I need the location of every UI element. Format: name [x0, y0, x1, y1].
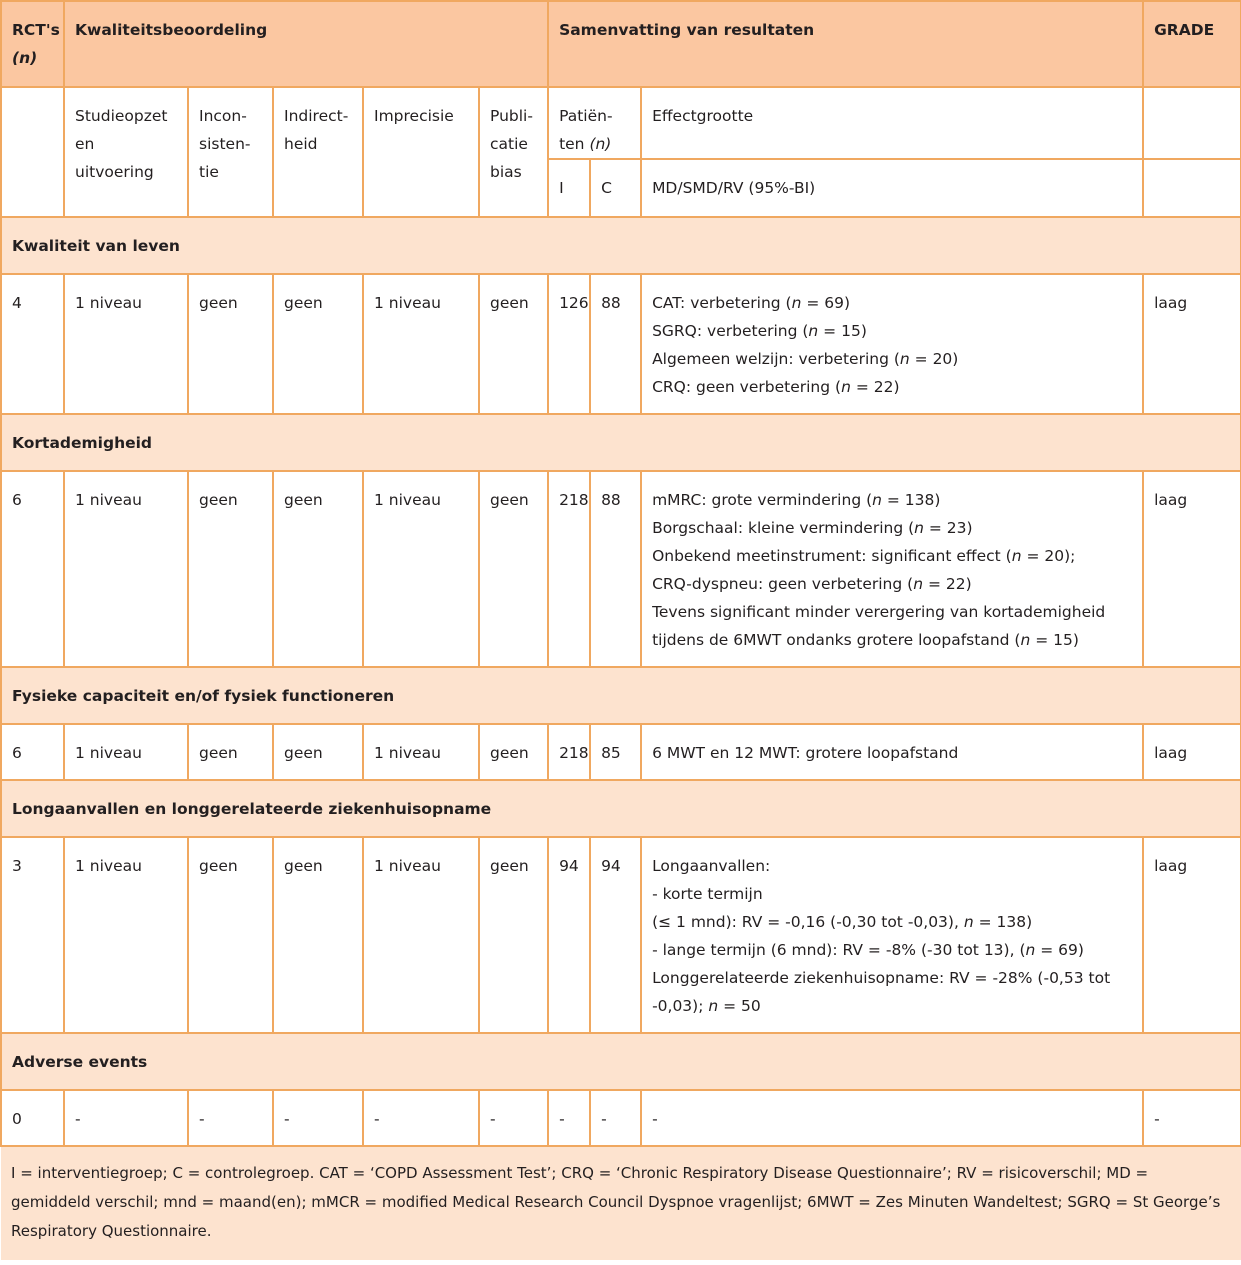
- cell-grade: laag: [1143, 837, 1241, 1033]
- cell-c: 88: [590, 471, 641, 667]
- cell-indirectheid: geen: [273, 724, 363, 780]
- cell-imprecisie: 1 niveau: [363, 837, 479, 1033]
- cell-indirectheid: geen: [273, 837, 363, 1033]
- header-c: C: [590, 159, 641, 217]
- cell-inconsistentie: geen: [188, 471, 273, 667]
- cell-rcts: 3: [1, 837, 64, 1033]
- cell-imprecisie: -: [363, 1090, 479, 1146]
- cell-studieopzet: 1 niveau: [64, 471, 188, 667]
- cell-inconsistentie: geen: [188, 724, 273, 780]
- header-i: I: [548, 159, 590, 217]
- cell-publicatiebias: geen: [479, 837, 548, 1033]
- header-empty-rct: [1, 87, 64, 217]
- cell-c: 94: [590, 837, 641, 1033]
- header-md: MD/SMD/RV (95%-BI): [641, 159, 1143, 217]
- cell-grade: -: [1143, 1090, 1241, 1146]
- cell-imprecisie: 1 niveau: [363, 471, 479, 667]
- header-empty-grade: [1143, 87, 1241, 159]
- section-kwaliteit-van-leven: Kwaliteit van leven: [1, 217, 1241, 274]
- cell-publicatiebias: geen: [479, 724, 548, 780]
- cell-grade: laag: [1143, 724, 1241, 780]
- cell-studieopzet: 1 niveau: [64, 837, 188, 1033]
- cell-i: -: [548, 1090, 590, 1146]
- header-patienten: Patiën- ten (n): [548, 87, 641, 159]
- cell-publicatiebias: -: [479, 1090, 548, 1146]
- header-empty-grade-2: [1143, 159, 1241, 217]
- cell-grade: laag: [1143, 471, 1241, 667]
- cell-studieopzet: 1 niveau: [64, 274, 188, 414]
- cell-rcts: 6: [1, 724, 64, 780]
- section-longaanvallen: Longaanvallen en longgerelateerde ziekenhuisopname: [1, 780, 1241, 837]
- header-inconsistentie: Incon- sisten- tie: [188, 87, 273, 217]
- header-studieopzet: Studieopzet en uitvoering: [64, 87, 188, 217]
- cell-rcts: 4: [1, 274, 64, 414]
- cell-inconsistentie: geen: [188, 274, 273, 414]
- cell-imprecisie: 1 niveau: [363, 274, 479, 414]
- cell-indirectheid: -: [273, 1090, 363, 1146]
- table-footnote: I = interventiegroep; C = controlegroep. CAT = ‘COPD Assessment Test’; CRQ = ‘Chronic Respiratory Disease Questionnaire’; RV = risicoverschil; MD = gemiddeld verschil; mnd = maand(en); mMCR = modified Medical Research Council Dyspnoe vragenlijst; 6MWT = Zes Minuten Wandeltest; SGRQ = St George’s Respiratory Questionnaire.: [1, 1146, 1241, 1260]
- cell-i: 218: [548, 724, 590, 780]
- cell-i: 218: [548, 471, 590, 667]
- table-row: [1, 471, 1241, 667]
- cell-effect: CAT: verbetering (n = 69) SGRQ: verbetering (n = 15) Algemeen welzijn: verbetering (n = 20) CRQ: geen verbetering (n = 22): [641, 274, 1143, 414]
- cell-publicatiebias: geen: [479, 471, 548, 667]
- header-effectgrootte: Effectgrootte: [641, 87, 1143, 159]
- header-samenvatting: Samenvatting van resultaten: [548, 1, 1143, 87]
- cell-effect: Longaanvallen: - korte termijn (≤ 1 mnd): RV = -0,16 (-0,30 tot -0,03), n = 138) - lange termijn (6 mnd): RV = -8% (-30 tot 13), (n = 69) Longgerelateerde ziekenhuisopname: RV = -28% (-0,53 tot -0,03); n = 50: [641, 837, 1143, 1033]
- section-fysieke-capaciteit: Fysieke capaciteit en/of fysiek functioneren: [1, 667, 1241, 724]
- cell-publicatiebias: geen: [479, 274, 548, 414]
- cell-rcts: 6: [1, 471, 64, 667]
- header-imprecisie: Imprecisie: [363, 87, 479, 217]
- header-publicatiebias: Publi- catie bias: [479, 87, 548, 217]
- cell-indirectheid: geen: [273, 274, 363, 414]
- cell-indirectheid: geen: [273, 471, 363, 667]
- table-row: [1, 724, 1241, 780]
- header-rcts: RCT's (n): [1, 1, 64, 87]
- cell-effect: 6 MWT en 12 MWT: grotere loopafstand: [641, 724, 1143, 780]
- table-row: [1, 274, 1241, 414]
- cell-i: 94: [548, 837, 590, 1033]
- header-grade: GRADE: [1143, 1, 1241, 87]
- table-row: [1, 837, 1241, 1033]
- cell-i: 126: [548, 274, 590, 414]
- header-kwaliteitsbeoordeling: Kwaliteitsbeoordeling: [64, 1, 548, 87]
- cell-rcts: 0: [1, 1090, 64, 1146]
- cell-studieopzet: -: [64, 1090, 188, 1146]
- cell-inconsistentie: -: [188, 1090, 273, 1146]
- cell-imprecisie: 1 niveau: [363, 724, 479, 780]
- cell-grade: laag: [1143, 274, 1241, 414]
- section-kortademigheid: Kortademigheid: [1, 414, 1241, 471]
- cell-inconsistentie: geen: [188, 837, 273, 1033]
- cell-c: -: [590, 1090, 641, 1146]
- cell-effect: mMRC: grote vermindering (n = 138) Borgschaal: kleine vermindering (n = 23) Onbekend meetinstrument: significant effect (n = 20); CRQ-dyspneu: geen verbetering (n = 22) Tevens significant minder verergering van kortademigheid tijdens de 6MWT ondanks grotere loopafstand (n = 15): [641, 471, 1143, 667]
- cell-c: 88: [590, 274, 641, 414]
- table-row: [1, 1090, 1241, 1146]
- cell-c: 85: [590, 724, 641, 780]
- header-indirectheid: Indirect- heid: [273, 87, 363, 217]
- section-adverse-events: Adverse events: [1, 1033, 1241, 1090]
- cell-studieopzet: 1 niveau: [64, 724, 188, 780]
- cell-effect: -: [641, 1090, 1143, 1146]
